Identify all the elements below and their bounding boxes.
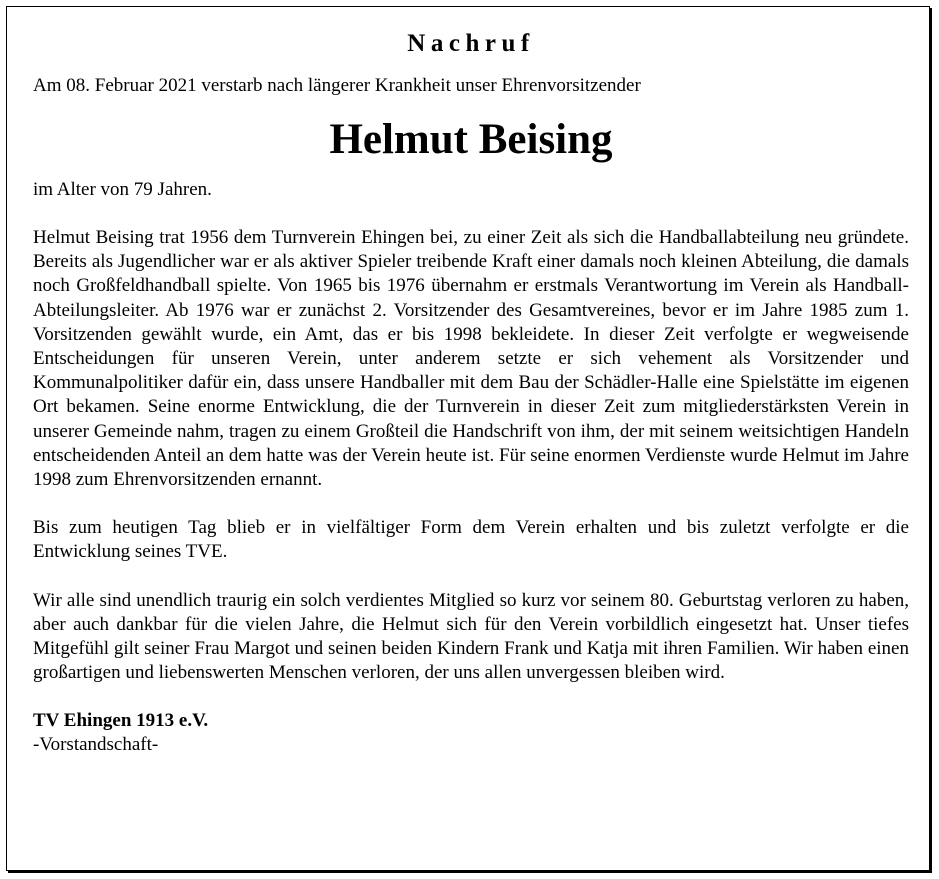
condolence-paragraph: Wir alle sind unendlich traurig ein solch verdientes Mitglied so kurz vor seinem 80. Geburtstag verloren zu haben, aber auch dankbar für die vielen Jahre, die Helmut sich für den Verein vorbildlich eingesetzt hat. Unser tiefes Mitgefühl gilt seiner Frau Margot und seinen beiden Kindern Frank und Katja mit ihren Familien. Wir haben einen großartigen und liebenswerten Menschen verloren, der uns allen unvergessen bleiben wird. (33, 589, 909, 684)
deceased-name: Helmut Beising (329, 116, 613, 163)
age-text: im Alter von 79 Jahren. (33, 179, 212, 200)
board-signature: -Vorstandschaft- (33, 734, 159, 756)
obituary-frame (6, 6, 930, 871)
obituary-title: Nachruf (407, 30, 535, 57)
organization-name: TV Ehingen 1913 e.V. (33, 710, 209, 732)
remembrance-paragraph: Bis zum heutigen Tag blieb er in vielfältiger Form dem Verein erhalten und bis zuletzt verfolgte er die Entwicklung seines TVE. (33, 517, 909, 563)
biography-paragraph: Helmut Beising trat 1956 dem Turnverein Ehingen bei, zu einer Zeit als sich die Handballabteilung neu gründete. Bereits als Jugendlicher war er als aktiver Spieler treibende Kraft einer damals noch kleinen Abteilung, die damals noch Großfeldhandball spielte. Von 1965 bis 1976 übernahm er erstmals Verantwortung im Verein als Handball-Abteilungsleiter. Ab 1976 war er zunächst 2. Vorsitzender des Gesamtvereines, bevor er im Jahre 1985 zum 1. Vorsitzenden gewählt wurde, ein Amt, das er bis 1998 bekleidete. In dieser Zeit verfolgte er wegweisende Entscheidungen für unseren Verein, unter anderem setzte er sich vehement als Vorsitzender und Kommunalpolitiker dafür ein, dass unsere Handballer mit dem Bau der Schädler-Halle eine Spielstätte im eigenen Ort bekamen. Seine enorme Entwicklung, die der Turnverein in dieser Zeit zum mitgliederstärksten Verein in unserer Gemeinde nahm, tragen zu einem Großteil die Handschrift von ihm, der mit seinem weitsichtigen Handeln entscheidenden Anteil an dem hatte was der Verein heute ist. Für seine enormen Verdienste wurde Helmut im Jahre 1998 zum Ehrenvorsitzenden ernannt. (33, 227, 909, 491)
obituary-content (33, 27, 909, 757)
intro-text: Am 08. Februar 2021 verstarb nach längerer Krankheit unser Ehrenvorsitzender (33, 75, 641, 96)
